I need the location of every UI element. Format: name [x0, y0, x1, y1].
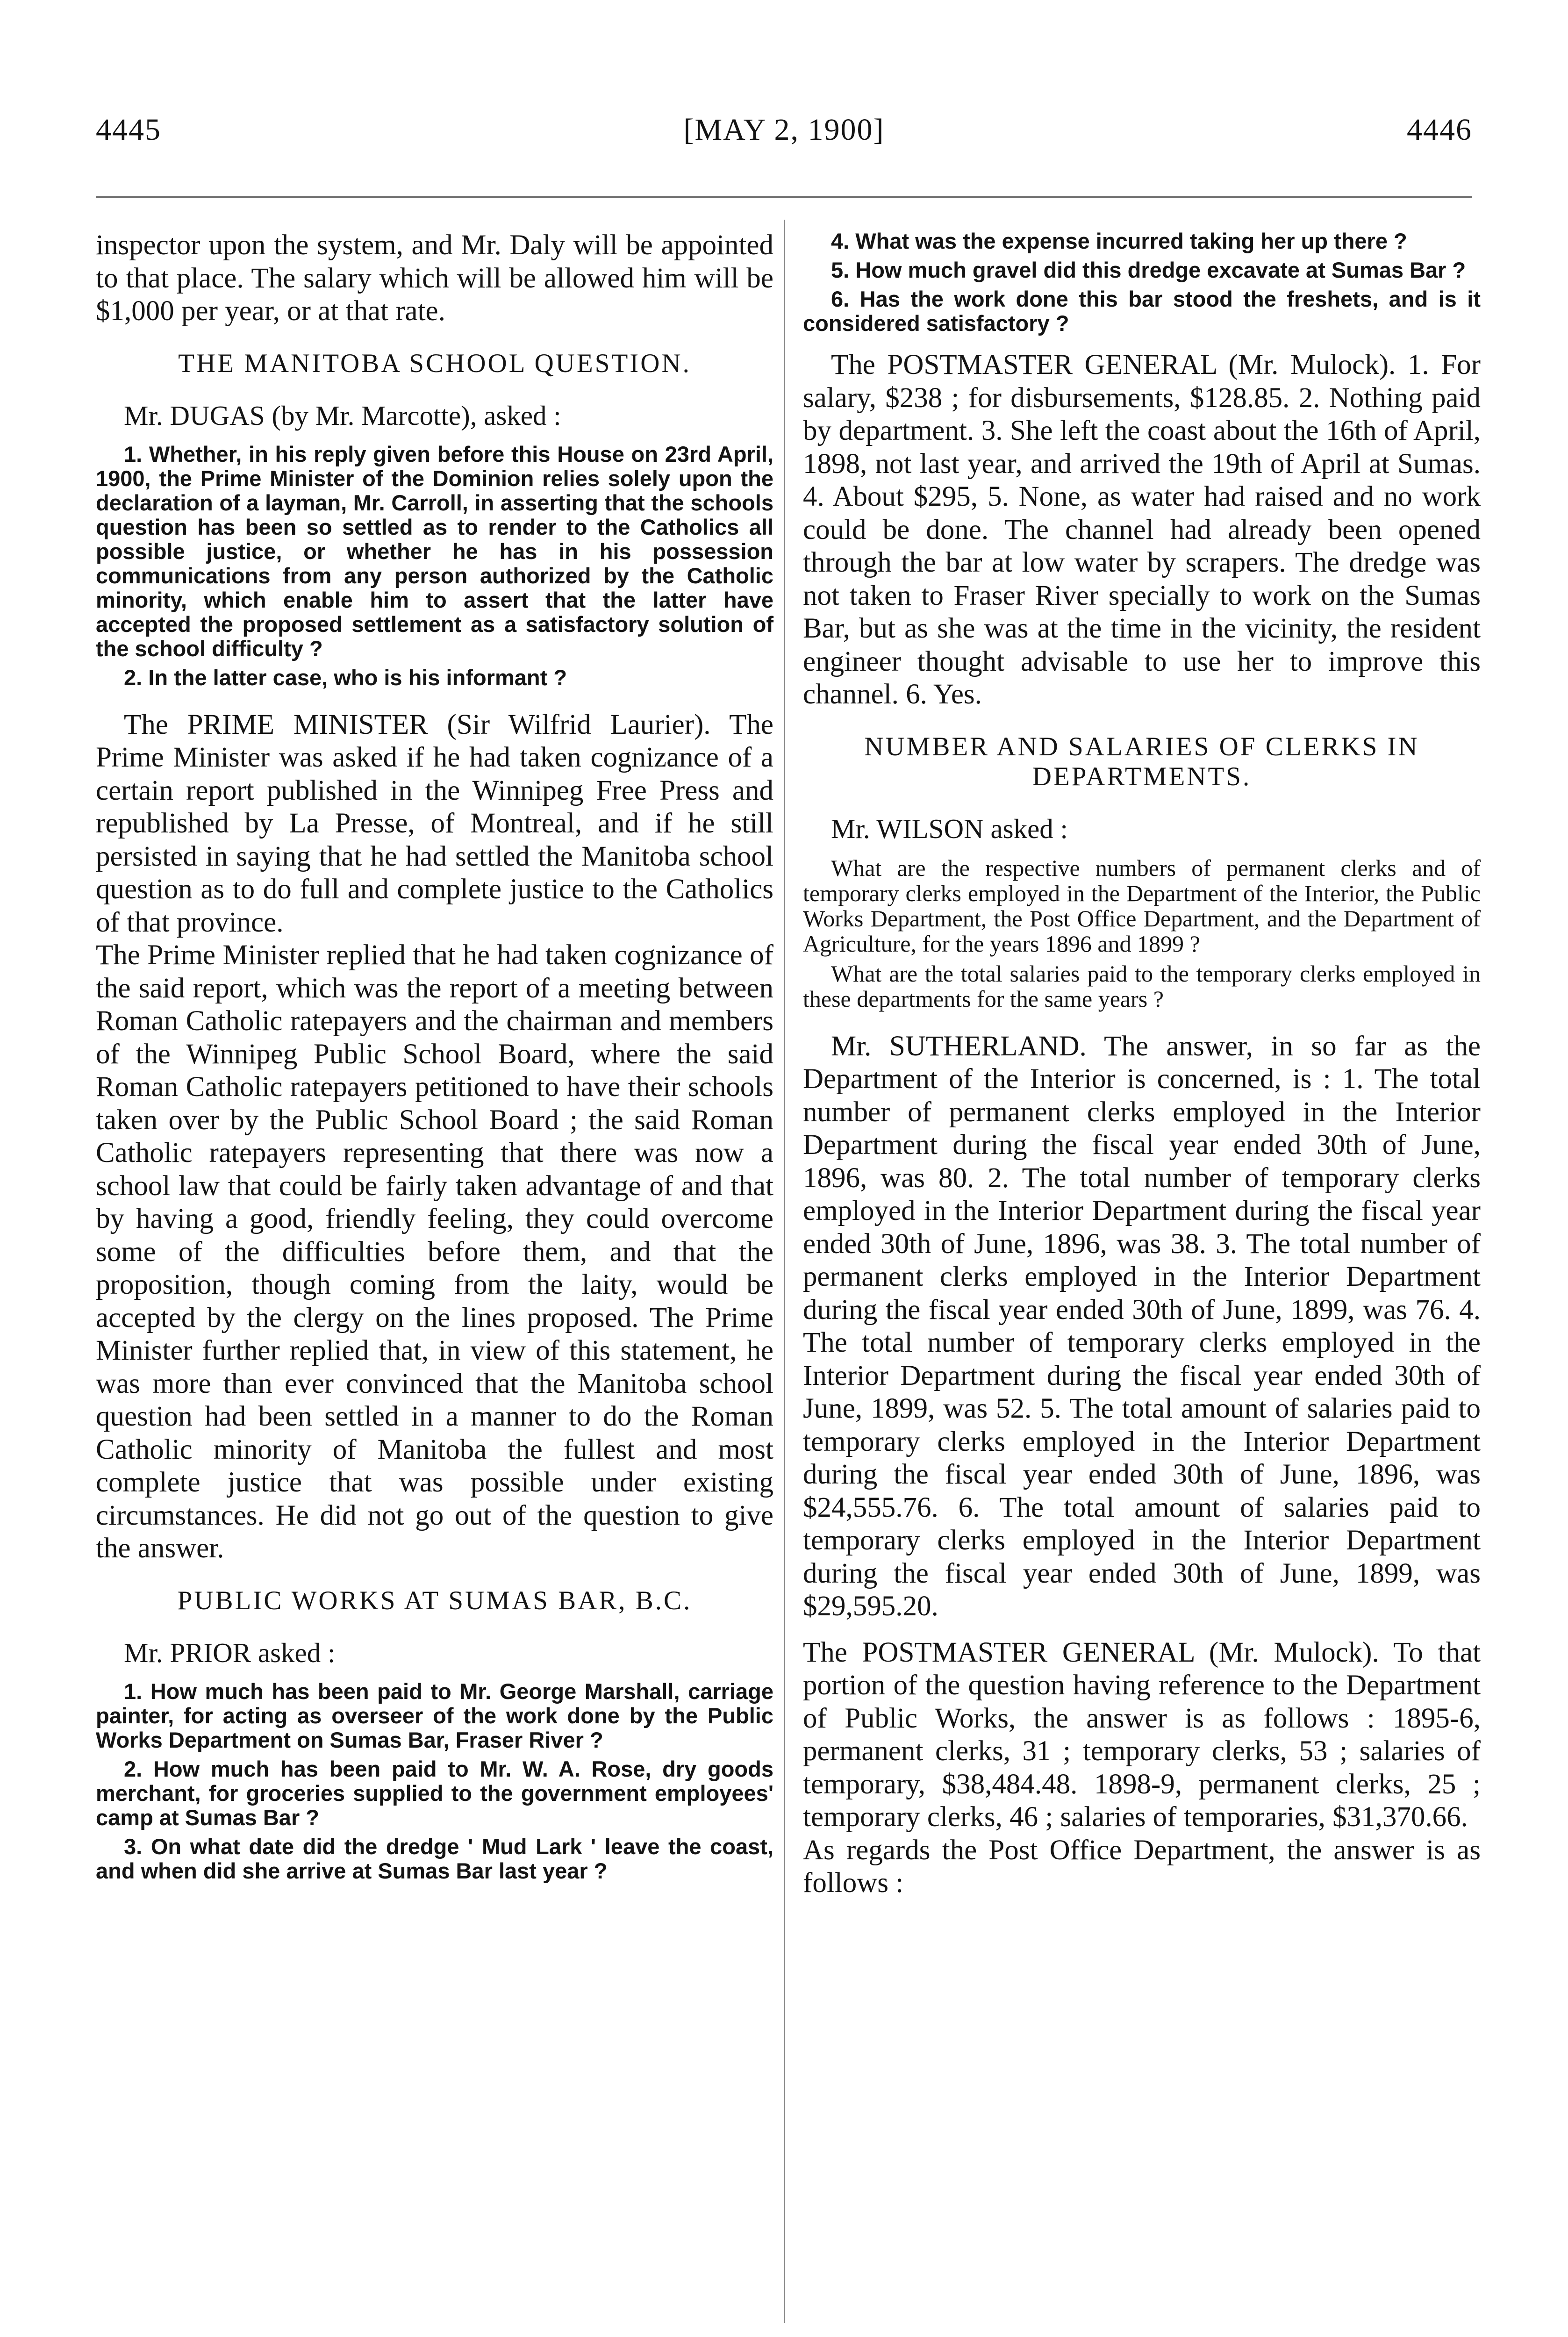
column-divider	[784, 220, 785, 2323]
answer-postmaster-general-2: The POSTMASTER GENERAL (Mr. Mulock). To that portion of the question having reference to the Department of Public Works, the answer is as follows : 1895-6, permanent clerks, 31 ; temporary clerks, 53 ; salaries of temporary, $38,484.48. 1898-9, permanent clerks, 25 ; temporary clerks, 46 ; salaries of temporaries, $31,370.66.	[803, 1636, 1481, 1833]
prior-question-1: 1. How much has been paid to Mr. George Marshall, carriage painter, for acting as overseer of the work done by the Public Works Department on Sumas Bar, Fraser River ?	[96, 1678, 773, 1752]
asker-dugas: Mr. DUGAS (by Mr. Marcotte), asked :	[124, 400, 561, 431]
prior-question-2: 2. How much has been paid to Mr. W. A. Rose, dry goods merchant, for groceries supplied to the government employees' camp at Sumas Bar ?	[96, 1756, 773, 1830]
prior-question-6: 6. Has the work done this bar stood the freshets, and is it considered satisfactory ?	[803, 287, 1481, 336]
prior-question-5: 5. How much gravel did this dredge excavate at Sumas Bar ?	[831, 258, 1466, 282]
asker-prior: Mr. PRIOR asked :	[124, 1637, 336, 1668]
page-header	[96, 112, 1472, 164]
answer-postmaster-general-3: As regards the Post Office Department, the answer is as follows :	[803, 1834, 1481, 1899]
answer-prime-minister-continued: The Prime Minister replied that he had taken cognizance of the said report, which was the report of a meeting between Roman Catholic ratepayers and the chairman and members of the Winnipeg Public School Board, where the said Roman Catholic ratepayers petitioned to have their schools taken over by the Public School Board ; the said Roman Catholic ratepayers representing that there was now a school law that could be fairly taken advantage of and that by having a good, friendly feeling, they could overcome some of the difficulties before them, and that the proposition, though coming from the laity, would be accepted by the clergy on the lines proposed. The Prime Minister further replied that, in view of this statement, he was more than ever convinced that the Manitoba school question had been settled in a manner to do the Roman Catholic minority of Manitoba the fullest and most complete justice that was possible under existing circumstances. He did not go out of the question to give the answer.	[96, 939, 773, 1564]
asker-wilson: Mr. WILSON asked :	[831, 813, 1068, 844]
page-number-right: 4446	[1407, 113, 1472, 147]
answer-prime-minister: The PRIME MINISTER (Sir Wilfrid Laurier). The Prime Minister was asked if he had taken cognizance of a certain report published in the Winnipeg Free Press and republished by La Presse, of Montreal, and if he still persisted in saying that he had settled the Manitoba school question as to do full and complete justice to the Catholics of that province.	[96, 709, 773, 938]
wilson-question-2: What are the total salaries paid to the temporary clerks employed in these departments for the same years ?	[803, 960, 1481, 1012]
section-heading-manitoba: THE MANITOBA SCHOOL QUESTION.	[178, 348, 691, 378]
section-heading-sumas: PUBLIC WORKS AT SUMAS BAR, B.C.	[177, 1585, 692, 1615]
right-column	[803, 229, 1481, 1900]
answer-postmaster-general: The POSTMASTER GENERAL (Mr. Mulock). 1. For salary, $238 ; for disbursements, $128.85. 2. Nothing paid by department. 3. She left the coast about the 16th of April, 1898, not last year, and arrived the 19th of April at Sumas. 4. About $295, 5. None, as water had raised and no work could be done. The channel had already been opened through the bar at low water by scrapers. The dredge was not taken to Fraser River specially to work on the Sumas Bar, but as she was at the time in the vicinity, the resident engineer thought advisable to use her to improve this channel. 6. Yes.	[803, 349, 1481, 710]
page-number-left: 4445	[96, 113, 161, 147]
wilson-question-1: What are the respective numbers of permanent clerks and of temporary clerks employed in the Department of the Interior, the Public Works Department, the Post Office Department, and the Department of Agriculture, for the years 1896 and 1899 ?	[803, 854, 1481, 957]
question-1: 1. Whether, in his reply given before this House on 23rd April, 1900, the Prime Minister of the Dominion relies solely upon the declaration of a layman, Mr. Carroll, in asserting that the schools question has been so settled as to render to the Catholics all possible justice, or whether he has in his possession communications from any person authorized by the Catholic minority, which enable him to assert that the latter have accepted the proposed settlement as a satisfactory solution of the school difficulty ?	[96, 441, 773, 661]
question-2: 2. In the latter case, who is his informant ?	[124, 665, 567, 690]
header-rule	[96, 196, 1472, 198]
section-heading-clerks: NUMBER AND SALARIES OF CLERKS IN DEPARTMENTS.	[864, 731, 1419, 791]
prior-question-4: 4. What was the expense incurred taking her up there ?	[831, 229, 1407, 253]
prior-question-3: 3. On what date did the dredge ' Mud Lark ' leave the coast, and when did she arrive at Sumas Bar last year ?	[96, 1834, 773, 1883]
header-date: [MAY 2, 1900]	[683, 113, 885, 147]
answer-sutherland: Mr. SUTHERLAND. The answer, in so far as the Department of the Interior is concerned, is : 1. The total number of permanent clerks employed in the Interior Department during the fiscal year ended 30th of June, 1896, was 80. 2. The total number of temporary clerks employed in the Interior Department during the fiscal year ended 30th of June, 1896, was 38. 3. The total number of permanent clerks employed in the Interior Department during the fiscal year ended 30th of June, 1899, was 76. 4. The total number of temporary clerks employed in the Interior Department during the fiscal year ended 30th of June, 1899, was 52. 5. The total amount of salaries paid to temporary clerks employed in the Interior Department during the fiscal year ended 30th of June, 1896, was $24,555.76. 6. The total amount of salaries paid to temporary clerks employed in the Interior Department during the fiscal year ended 30th of June, 1899, was $29,595.20.	[803, 1030, 1481, 1622]
left-column	[96, 229, 773, 1883]
intro-paragraph: inspector upon the system, and Mr. Daly will be appointed to that place. The salary which will be allowed him will be $1,000 per year, or at that rate.	[96, 229, 773, 327]
